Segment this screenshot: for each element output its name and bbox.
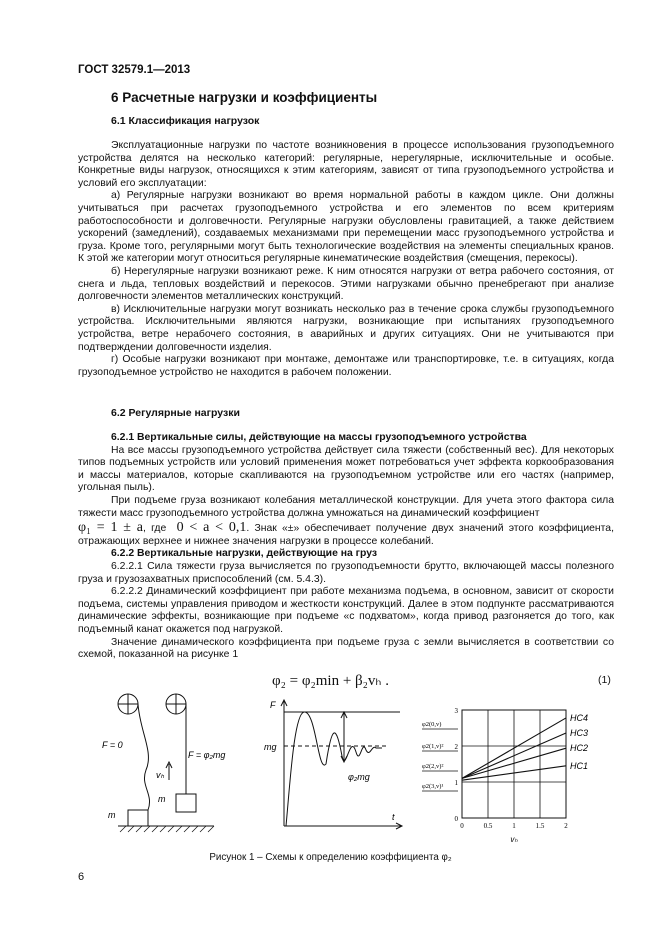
paragraph: в) Исключительные нагрузки могут возникать несколько раз в течение срока службы грузоподъемного устройства. Исключительными являются нагрузки, возникающие при испытаниях грузоподъемного устройства, ветре нерабочего состояния, в аварийных и других ситуациях. Они не учитываются при подтверждении долговечности изделия. (78, 303, 614, 353)
load-block-lifted (176, 794, 196, 812)
phi2-chart (420, 704, 600, 848)
x-axis-label: vₕ (510, 835, 518, 844)
paragraph: 6.2.2.2 Динамический коэффициент при работе механизма подъема, в основном, зависит от скорости подъема, системы управления приводом и жесткости конструкций. Далее в этом подпункте рассматриваются динамические эффекты, возникающие при подъеме «с подхватом», когда привод разгоняется до того, как подъемный канат окажется под нагрузкой. (78, 586, 614, 635)
paragraph: 6.2.2.1 Сила тяжести груза вычисляется по грузоподъемности брутто, включающей массы полезного груза и грузозахватных приспособлений (см. 5.4.3). (78, 560, 614, 585)
formula-paragraph (78, 522, 614, 548)
label-phimg: φ₂mg (348, 772, 370, 782)
paragraph: г) Особые нагрузки возникают при монтаже, демонтаже или транспортировке, т.е. в ситуациях, когда грузоподъемное устройство не находится в рабочем положении. (78, 354, 614, 378)
x-tick-label: 1.5 (535, 822, 545, 830)
paragraph: На все массы грузоподъемного устройства действует сила тяжести (собственный вес). Для некоторых типов подъемных устройств или условий применения может потребоваться учет эффекта коркообразования и массы материалов, которые скапливаются на грузоподъемном устройстве или его частях (например, угольная пыль). (78, 444, 614, 494)
y-series-label: φ2(1,v)² (422, 743, 444, 750)
figure-caption: Рисунок 1 – Схемы к определению коэффициента φ₂ (209, 852, 452, 863)
y-tick-label: 2 (454, 743, 458, 751)
paragraph: Значение динамического коэффициента при подъеме груза с земли вычисляется в соответствии со схемой, показанной на рисунке 1 (78, 636, 614, 661)
section-6-2-1-body (78, 432, 614, 662)
oscillation-curve (286, 712, 382, 826)
x-tick-label: 0 (460, 822, 464, 830)
formula-where: , где (142, 523, 167, 535)
document-code: ГОСТ 32579.1—2013 (78, 64, 191, 76)
chart-grid (462, 710, 566, 818)
formula-phi1: φ₁ = 1 ± a (78, 520, 143, 536)
subsection-6-2-2-title: 6.2.2 Вертикальные нагрузки, действующие на груз (111, 548, 378, 560)
label-t: t (392, 812, 395, 822)
series-label-hc1: HC1 (570, 760, 589, 771)
y-tick-label: 0 (454, 815, 458, 823)
section-title: 6 Расчетные нагрузки и коэффициенты (111, 90, 378, 105)
y-tick-label: 1 (454, 779, 458, 787)
label-f: F (270, 700, 276, 710)
label-f-zero: F = 0 (102, 740, 123, 750)
paragraph: Эксплуатационные нагрузки по частоте возникновения в процессе использования грузоподъемного устройства делятся на несколько категорий: регулярные, нерегулярные, исключительные и особые. Конкретные виды нагрузок, относящихся к этим категориям, зависят от типа грузоподъемного устройства и условий его эксплуатации: (78, 140, 614, 189)
label-f-lift: F = φ₂mg (188, 750, 226, 760)
subsection-6-1-title: 6.1 Классификация нагрузок (111, 115, 260, 127)
y-series-label: φ2(0,v) (422, 721, 442, 728)
label-mg: mg (264, 742, 277, 752)
section-6-1-body (78, 140, 614, 379)
label-vh: vₕ (156, 770, 165, 780)
series-label-hc4: HC4 (570, 712, 589, 723)
formula-2: φ₂ = φ₂min + β₂vₕ . (272, 673, 389, 689)
formula-2-number: (1) (598, 674, 611, 686)
x-tick-label: 1 (512, 822, 516, 830)
lifting-scheme-diagram (96, 682, 246, 840)
label-mass-lifted: m (158, 794, 166, 804)
x-tick-label: 0.5 (483, 822, 493, 830)
subsection-6-2-title: 6.2 Регулярные нагрузки (111, 407, 240, 419)
y-series-label: φ2(2,v)² (422, 763, 444, 770)
force-time-diagram (258, 694, 408, 834)
formula-range: 0 < a < 0,1 (176, 520, 247, 536)
label-mass: m (108, 810, 116, 820)
x-tick-label: 2 (564, 822, 568, 830)
y-tick-label: 3 (454, 707, 458, 715)
slack-rope (138, 704, 150, 810)
y-series-label: φ2(3,v)¹ (422, 783, 444, 790)
paragraph: При подъеме груза возникают колебания металлической конструкции. Для учета этого фактора сила тяжести масс грузоподъемного устройства должна умножаться на динамический коэффициент (78, 494, 614, 519)
subsection-6-2-1-title: 6.2.1 Вертикальные силы, действующие на массы грузоподъемного устройства (111, 432, 527, 443)
series-label-hc2: HC2 (570, 743, 589, 754)
paragraph: а) Регулярные нагрузки возникают во время нормальной работы в каждом цикле. Они должны учитываться при расчетах грузоподъемного устройства и его элементов по всем критериям работоспособности и долговечности. Регулярные нагрузки обусловлены гравитацией, а также действием ускорений (замедлений), создаваемых механизмами при перемещении масс грузоподъемного устройства и груза. Кроме того, регулярными могут быть технологические воздействия на элементы специальных кранов. К этой же категории могут относиться регулярные кинематические воздействия (смещения, перекосы). (78, 190, 614, 265)
formula-tail: . Знак «±» обеспечивает получение двух значений этого коэффициента, отражающих верхнее и нижнее значения нагрузки в процессе колебаний. (78, 523, 614, 547)
page-number: 6 (78, 871, 85, 883)
chart-labels (422, 707, 588, 844)
load-block (128, 810, 148, 826)
series-label-hc3: HC3 (570, 728, 589, 739)
paragraph: б) Нерегулярные нагрузки возникают реже. К ним относятся нагрузки от ветра рабочего состояния, от снега и льда, тепловых воздействий и перекосов. Этими нагрузками обычно пренебрегают при анализе долговечности элементов металлических конструкций. (78, 265, 614, 303)
